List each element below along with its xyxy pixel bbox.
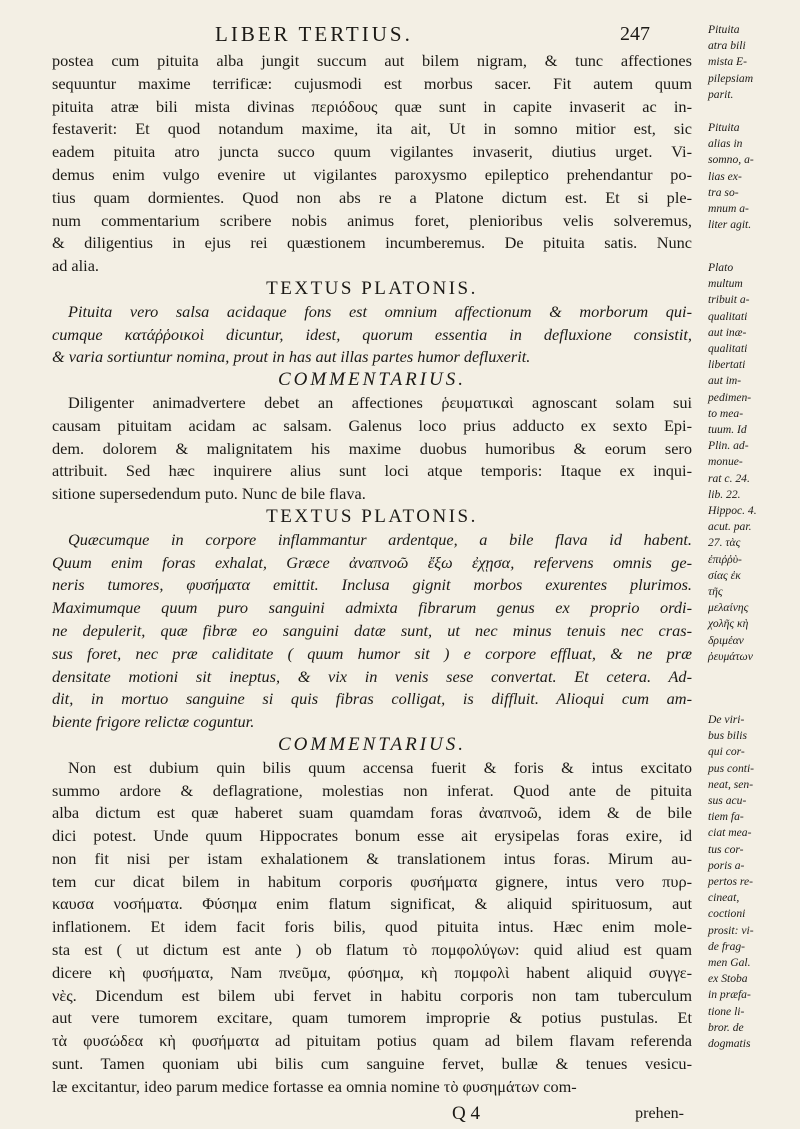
text-line: dem. dolorem & malignitatem his maxime duobus humoribus & eorum sero xyxy=(52,438,692,458)
text-line: νὲς. Dicendum est bilem ubi fervet in habitu corporis non tam tuberculum xyxy=(52,985,692,1005)
commentary-paragraph xyxy=(52,392,692,506)
text-line: pituita atræ bili mista divinas περιόδους quæ sunt in capite invaserit ac in- xyxy=(52,96,692,116)
text-line: Non est dubium quin bilis quum accensa fuerit & foris & intus excitato xyxy=(68,757,692,777)
margin-note xyxy=(708,120,754,233)
margin-note-line: tiem fa- xyxy=(708,810,744,824)
commentary-paragraph xyxy=(52,757,692,1099)
text-line: tius quam dormientes. Quod non abs re a Platone dictum est. Et si ple- xyxy=(52,187,692,207)
section-heading-commentarius: COMMENTARIUS. xyxy=(278,369,466,391)
text-line: aut vere tumorem excitare, quam tumorem improprie & potius pustulas. Et xyxy=(52,1008,692,1028)
margin-note-line: pus conti- xyxy=(708,761,755,775)
margin-note-line: τῆς xyxy=(708,585,723,599)
margin-note-line: De viri- xyxy=(708,713,745,726)
text-line: dici potest. Unde quum Hippocrates bonum esse ait erysipelas foras exire, id xyxy=(52,826,692,846)
margin-note-line: ἐπιῤῥὺ- xyxy=(708,552,742,566)
text-line: Quum enim foras exhalat, Græce ἀναπνοῶ ἔξω ἐχῃσα, refervens omnis ge- xyxy=(52,552,692,572)
margin-note-line: monue- xyxy=(708,455,743,469)
page-number: 247 xyxy=(620,23,650,45)
quoted-text-paragraph xyxy=(52,301,692,369)
text-line: sunt. Tamen quoniam ubi bilis cum sanguine fervet, bullæ & tenues vesicu- xyxy=(52,1054,692,1074)
section-heading-textus: TEXTUS PLATONIS. xyxy=(266,277,478,299)
margin-note-line: prosit: vi- xyxy=(708,923,754,937)
margin-note-line: tribuit a- xyxy=(708,293,750,307)
margin-note-line: pedimen- xyxy=(708,390,752,404)
text-line: Diligenter animadvertere debet an affectiones ῥευματικαὶ agnoscant solam sui xyxy=(68,392,692,412)
text-line: cumque κατάῤῥοικοὶ dicuntur, idest, quorum essentia in defluxione consistit, xyxy=(52,324,692,344)
margin-note-line: sus acu- xyxy=(708,794,747,808)
margin-note-line: dogmatis xyxy=(708,1037,751,1051)
text-line: dicere κὴ φυσήματα, Nam πνεῦμα, φύσημα, κὴ πομφολὶ habent aliquid συγγε- xyxy=(52,962,692,982)
margin-note xyxy=(708,260,757,665)
margin-note-line: liter agit. xyxy=(708,218,752,232)
text-line: ad alia. xyxy=(52,256,100,276)
margin-note-line: tus cor- xyxy=(708,842,744,856)
margin-note-line: Pituita xyxy=(708,23,740,36)
margin-note-line: δριμέαν xyxy=(708,633,744,647)
margin-note-line: libertati xyxy=(708,358,746,372)
margin-note-line: Pituita xyxy=(708,121,740,134)
margin-note-line: lias ex- xyxy=(708,169,742,183)
margin-note-line: aut im- xyxy=(708,374,742,388)
text-line: summo ardore & deflagratione, molestias non inferat. Quod ante de pituita xyxy=(52,780,692,800)
margin-note-line: bus bilis xyxy=(708,729,747,743)
text-line: Pituita vero salsa acidaque fons est omnium affectionum & morborum qui- xyxy=(68,301,692,321)
margin-note-line: Hippoc. 4. xyxy=(708,504,757,518)
margin-note-line: rat c. 24. xyxy=(708,471,750,485)
text-line: eadem pituita atro juncta succo quum vigilantes invaserit, diutius urget. Vi- xyxy=(52,142,692,162)
text-line: Quæcumque in corpore inflammantur ardentque, a bile flava id habent. xyxy=(68,529,692,549)
margin-note-line: μελαίνης xyxy=(708,601,749,615)
text-line: ne depulerit, quæ fibræ eo sanguini datæ sunt, ut nec minus tenuis nec cras- xyxy=(52,620,692,640)
margin-note-line: 27. τὰς xyxy=(708,536,741,550)
margin-note-line: atra bili xyxy=(708,39,746,53)
page-header xyxy=(0,22,700,52)
page-footer xyxy=(52,1103,692,1129)
text-line: dit, in mortuo sanguine si quis fibras colligat, is diffluit. Alioqui cum am- xyxy=(52,689,692,709)
text-line: & diligentius in ejus rei quæstionem incumberemus. De pituita satis. Nunc xyxy=(52,233,692,253)
margin-note-line: multum xyxy=(708,277,743,291)
margin-note-line: ex Stoba xyxy=(708,972,748,986)
margin-note-line: qualitati xyxy=(708,309,748,323)
text-line: densitate motioni sit ineptus, & vix in venis sese convertat. Et cetera. Ad- xyxy=(52,666,692,686)
text-line: sequuntur maxime terrificæ: cujusmodi est morbus sacer. Fit autem quum xyxy=(52,73,692,93)
margin-note-line: mista E- xyxy=(708,55,747,69)
margin-note-line: tuum. Id xyxy=(708,423,747,437)
text-line: τὰ φυσώδεα κὴ φυσήματα ad pituitam potius quam ad bilem flavam referenda xyxy=(52,1031,692,1051)
catchword: prehen- xyxy=(635,1104,684,1122)
margin-note-line: to mea- xyxy=(708,406,744,420)
text-line: inflationem. Et idem facit foris bilis, quod pituita intus. Hæc enim mole- xyxy=(52,917,692,937)
text-line: demus enim vulgo evenire ut vigilantes paroxysmo epileptico prehendantur po- xyxy=(52,164,692,184)
margin-note-line: Plin. ad- xyxy=(708,439,749,453)
margin-note-line: qualitati xyxy=(708,342,748,356)
margin-note xyxy=(708,22,753,103)
margin-note-line: lib. 22. xyxy=(708,487,741,501)
margin-note-line: parit. xyxy=(708,87,734,101)
text-line: tem cur dicat bilem in habitum corporis φυσήματα gignere, intus vero πυρ- xyxy=(52,871,692,891)
margin-note-line: de frag- xyxy=(708,939,746,953)
margin-note-line: poris a- xyxy=(708,858,745,872)
margin-note-line: somno, a- xyxy=(708,153,754,167)
text-line: sta est ( ut dictum est ante ) ob flatum τὸ πομφολύγων: quid aliud est quam xyxy=(52,940,692,960)
margin-note-line: bror. de xyxy=(708,1020,744,1034)
margin-note-line: ciat mea- xyxy=(708,826,752,840)
margin-note-line: neat, sen- xyxy=(708,777,754,791)
section-heading-textus: TEXTUS PLATONIS. xyxy=(266,505,478,527)
signature-mark: Q 4 xyxy=(452,1102,480,1124)
margin-note-line: alias in xyxy=(708,137,743,151)
margin-note xyxy=(708,712,754,1052)
quoted-text-paragraph xyxy=(52,529,692,734)
margin-note-line: cineat, xyxy=(708,891,740,905)
running-head: LIBER TERTIUS. xyxy=(215,22,413,46)
text-line: attribuit. Sed hæc inquirere alius sunt loci atque temporis: Itaque ex inqui- xyxy=(52,461,692,481)
text-line: non fit nisi per istam exhalationem & translationem intus foras. Mirum au- xyxy=(52,848,692,868)
margin-note-line: Plato xyxy=(708,261,734,274)
margin-note-line: men Gal. xyxy=(708,956,751,970)
margin-note-line: mnum a- xyxy=(708,202,749,216)
text-line: neris tumores, φυσήματα emittit. Inclusa gignit morbos exurentes plurimos. xyxy=(52,575,692,595)
margin-note-line: acut. par. xyxy=(708,520,752,534)
main-text-column xyxy=(52,50,692,1124)
text-line: καυσα νοσήματα. Φύσημα enim flatum significat, & aliquid spirituosum, aut xyxy=(52,894,692,914)
margin-note-line: qui cor- xyxy=(708,745,745,759)
margin-notes xyxy=(700,22,796,1097)
commentary-paragraph xyxy=(52,50,692,278)
text-line: alba dictum est quæ haberet suam quamdam foras ἀναπνοῶ, idem & de bile xyxy=(52,803,692,823)
text-line: sitione supersedendum puto. Nunc de bile flava. xyxy=(52,484,366,504)
margin-note-line: ῥευμάτων xyxy=(708,649,753,663)
body-text xyxy=(52,50,692,1099)
text-line: biente frigore relictæ coguntur. xyxy=(52,712,255,732)
margin-note-line: σίας ἐκ xyxy=(708,568,741,582)
text-line: postea cum pituita alba jungit succum aut bilem nigram, & tunc affectiones xyxy=(52,51,692,70)
margin-note-line: pertos re- xyxy=(708,875,753,889)
text-line: causam pituitam acidam ac salsam. Galenus loco prius adducto ex sexto Epi- xyxy=(52,415,692,435)
margin-note-line: coctioni xyxy=(708,907,746,921)
text-line: læ excitantur, ideo parum medice fortasse ea omnia nomine τὸ φυσημάτων com- xyxy=(52,1076,577,1096)
text-line: num commentarium scribere nobis animus foret, plenioribus velis solveremus, xyxy=(52,210,692,230)
text-line: Maximumque quum puro sanguini admixta fibrarum genus ex proprio ordi- xyxy=(52,598,692,618)
text-line: & varia sortiuntur nomina, prout in has aut illas partes humor defluxerit. xyxy=(52,347,531,367)
margin-note-line: χολῆς κὴ xyxy=(708,617,749,631)
margin-note-line: aut inæ- xyxy=(708,325,747,339)
section-heading-commentarius: COMMENTARIUS. xyxy=(278,733,466,755)
margin-note-line: tra so- xyxy=(708,185,739,199)
text-line: sus foret, nec præ caliditate ( quum humor sit ) e corpore effluat, & ne præ xyxy=(52,643,692,663)
margin-note-line: tione li- xyxy=(708,1004,745,1018)
margin-note-line: pilepsiam xyxy=(708,71,754,85)
text-line: festaverit: Et quod notandum maxime, ita ait, Ut in somno mitior est, sic xyxy=(52,119,692,139)
margin-note-line: in præfa- xyxy=(708,988,751,1002)
